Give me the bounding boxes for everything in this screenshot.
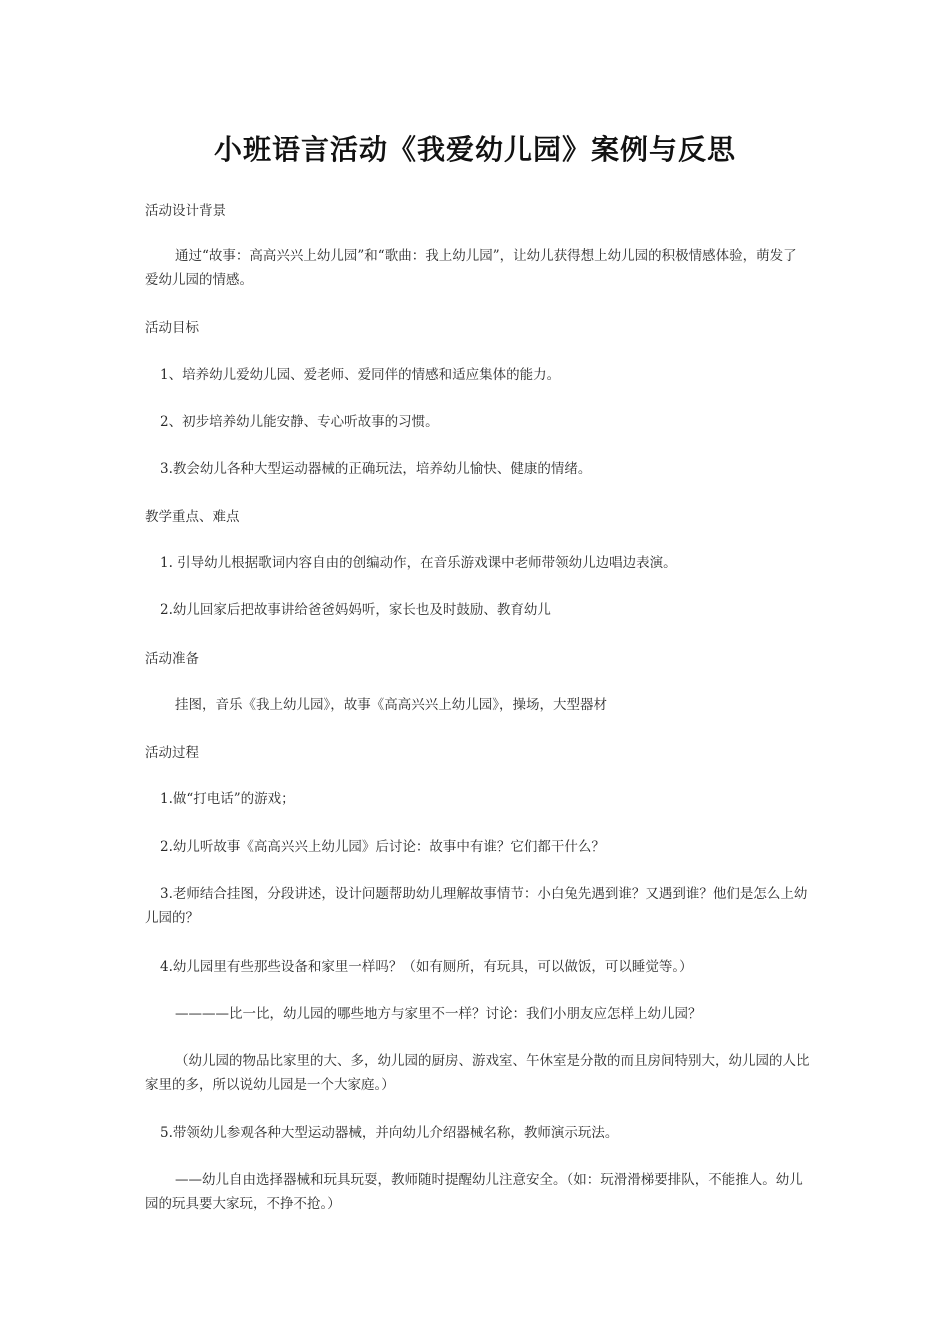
process-step: 3.老师结合挂图，分段讲述，设计问题帮助幼儿理解故事情节：小白兔先遇到谁？又遇到谁？他们是怎么上幼儿园的？ bbox=[145, 886, 808, 926]
document-title: 小班语言活动《我爱幼儿园》案例与反思 bbox=[213, 133, 736, 166]
process-note: ——幼儿自由选择器械和玩具玩耍，教师随时提醒幼儿注意安全。（如：玩滑滑梯要排队，不能推人。幼儿园的玩具要大家玩，不挣不抢。） bbox=[145, 1172, 803, 1212]
section-heading-background: 活动设计背景 bbox=[145, 203, 226, 219]
process-step: 2.幼儿听故事《高高兴兴上幼儿园》后讨论：故事中有谁？它们都干什么？ bbox=[160, 839, 605, 855]
key-point-item: 2.幼儿回家后把故事讲给爸爸妈妈听，家长也及时鼓励、教育幼儿 bbox=[160, 602, 551, 618]
process-note: ————比一比，幼儿园的哪些地方与家里不一样？讨论：我们小朋友应怎样上幼儿园？ bbox=[175, 1006, 702, 1022]
goal-item: 1、培养幼儿爱幼儿园、爱老师、爱同伴的情感和适应集体的能力。 bbox=[160, 367, 561, 383]
background-paragraph: 通过“故事：高高兴兴上幼儿园”和“歌曲：我上幼儿园”，让幼儿获得想上幼儿园的积极情感体验，萌发了爱幼儿园的情感。 bbox=[145, 248, 797, 288]
key-point-item: 1. 引导幼儿根据歌词内容自由的创编动作，在音乐游戏课中老师带领幼儿边唱边表演。 bbox=[160, 555, 677, 571]
section-heading-key-points: 教学重点、难点 bbox=[145, 509, 240, 525]
goal-item: 2、初步培养幼儿能安静、专心听故事的习惯。 bbox=[160, 414, 439, 430]
section-heading-process: 活动过程 bbox=[145, 745, 199, 761]
section-heading-goals: 活动目标 bbox=[145, 320, 199, 336]
process-note: （幼儿园的物品比家里的大、多，幼儿园的厨房、游戏室、午休室是分散的而且房间特别大，幼儿园的人比家里的多，所以说幼儿园是一个大家庭。） bbox=[145, 1053, 810, 1093]
section-heading-prep: 活动准备 bbox=[145, 651, 199, 667]
goal-item: 3.教会幼儿各种大型运动器械的正确玩法，培养幼儿愉快、健康的情绪。 bbox=[160, 461, 592, 477]
process-step: 1.做“打电话”的游戏； bbox=[160, 791, 295, 807]
process-step: 4.幼儿园里有些那些设备和家里一样吗？（如有厕所，有玩具，可以做饭，可以睡觉等。） bbox=[160, 959, 693, 975]
process-step: 5.带领幼儿参观各种大型运动器械，并向幼儿介绍器械名称，教师演示玩法。 bbox=[160, 1125, 619, 1141]
prep-paragraph: 挂图，音乐《我上幼儿园》，故事《高高兴兴上幼儿园》，操场，大型器材 bbox=[175, 697, 607, 713]
